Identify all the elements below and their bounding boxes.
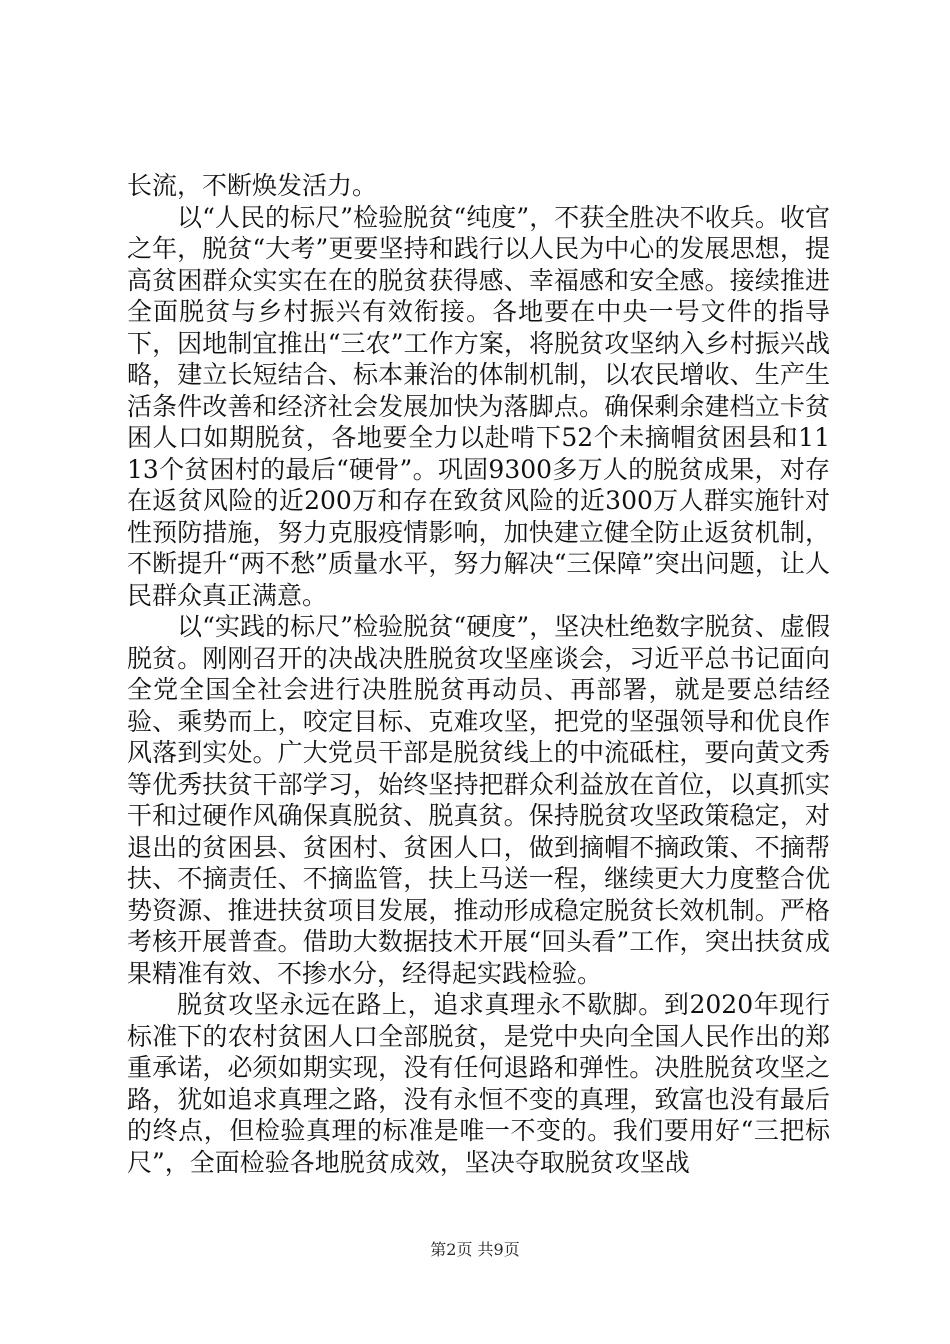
- paragraph-conclusion: 脱贫攻坚永远在路上，追求真理永不歇脚。到2020年现行标准下的农村贫困人口全部脱贫，是党中央向全国人民作出的郑重承诺，必须如期实现，没有任何退路和弹性。决胜脱贫攻坚之路，犹如追求真理之路，没有永恒不变的真理，致富也没有最后的终点，但检验真理的标准是唯一不变的。我们要用好“三把标尺”，全面检验各地脱贫成效，坚决夺取脱贫攻坚战: [127, 990, 830, 1177]
- document-body: [127, 170, 830, 1178]
- paragraph-continuation: 长流，不断焕发活力。: [127, 171, 378, 200]
- paragraph-practice-standard: 以“实践的标尺”检验脱贫“硬度”，坚决杜绝数字脱贫、虚假脱贫。刚刚召开的决战决胜脱贫攻坚座谈会，习近平总书记面向全党全国全社会进行决胜脱贫再动员、再部署，就是要总结经验、乘势而上，咬定目标、克难攻坚，把党的坚强领导和优良作风落到实处。广大党员干部是脱贫线上的中流砥柱，要向黄文秀等优秀扶贫干部学习，始终坚持把群众利益放在首位，以真抓实干和过硬作风确保真脱贫、脱真贫。保持脱贫攻坚政策稳定，对退出的贫困县、贫困村、贫困人口，做到摘帽不摘政策、不摘帮扶、不摘责任、不摘监管，扶上马送一程，继续更大力度整合优势资源、推进扶贫项目发展，推动形成稳定脱贫长效机制。严格考核开展普查。借助大数据技术开展“回头看”工作，突出扶贫成果精准有效、不掺水分，经得起实践检验。: [127, 612, 830, 988]
- paragraph-people-standard: 以“人民的标尺”检验脱贫“纯度”，不获全胜决不收兵。收官之年，脱贫“大考”更要坚持和践行以人民为中心的发展思想，提高贫困群众实实在在的脱贫获得感、幸福感和安全感。接续推进全面脱贫与乡村振兴有效衔接。各地要在中央一号文件的指导下，因地制宜推出“三农”工作方案，将脱贫攻坚纳入乡村振兴战略，建立长短结合、标本兼治的体制机制，以农民增收、生产生活条件改善和经济社会发展加快为落脚点。确保剩余建档立卡贫困人口如期脱贫，各地要全力以赴啃下52个未摘帽贫困县和1113个贫困村的最后“硬骨”。巩固9300多万人的脱贫成果，对存在返贫风险的近200万和存在致贫风险的近300万人群实施针对性预防措施，努力克服疫情影响，加快建立健全防止返贫机制，不断提升“两不愁”质量水平，努力解决“三保障”突出问题，让人民群众真正满意。: [127, 202, 830, 610]
- page-footer: 第2页 共9页: [430, 1240, 520, 1259]
